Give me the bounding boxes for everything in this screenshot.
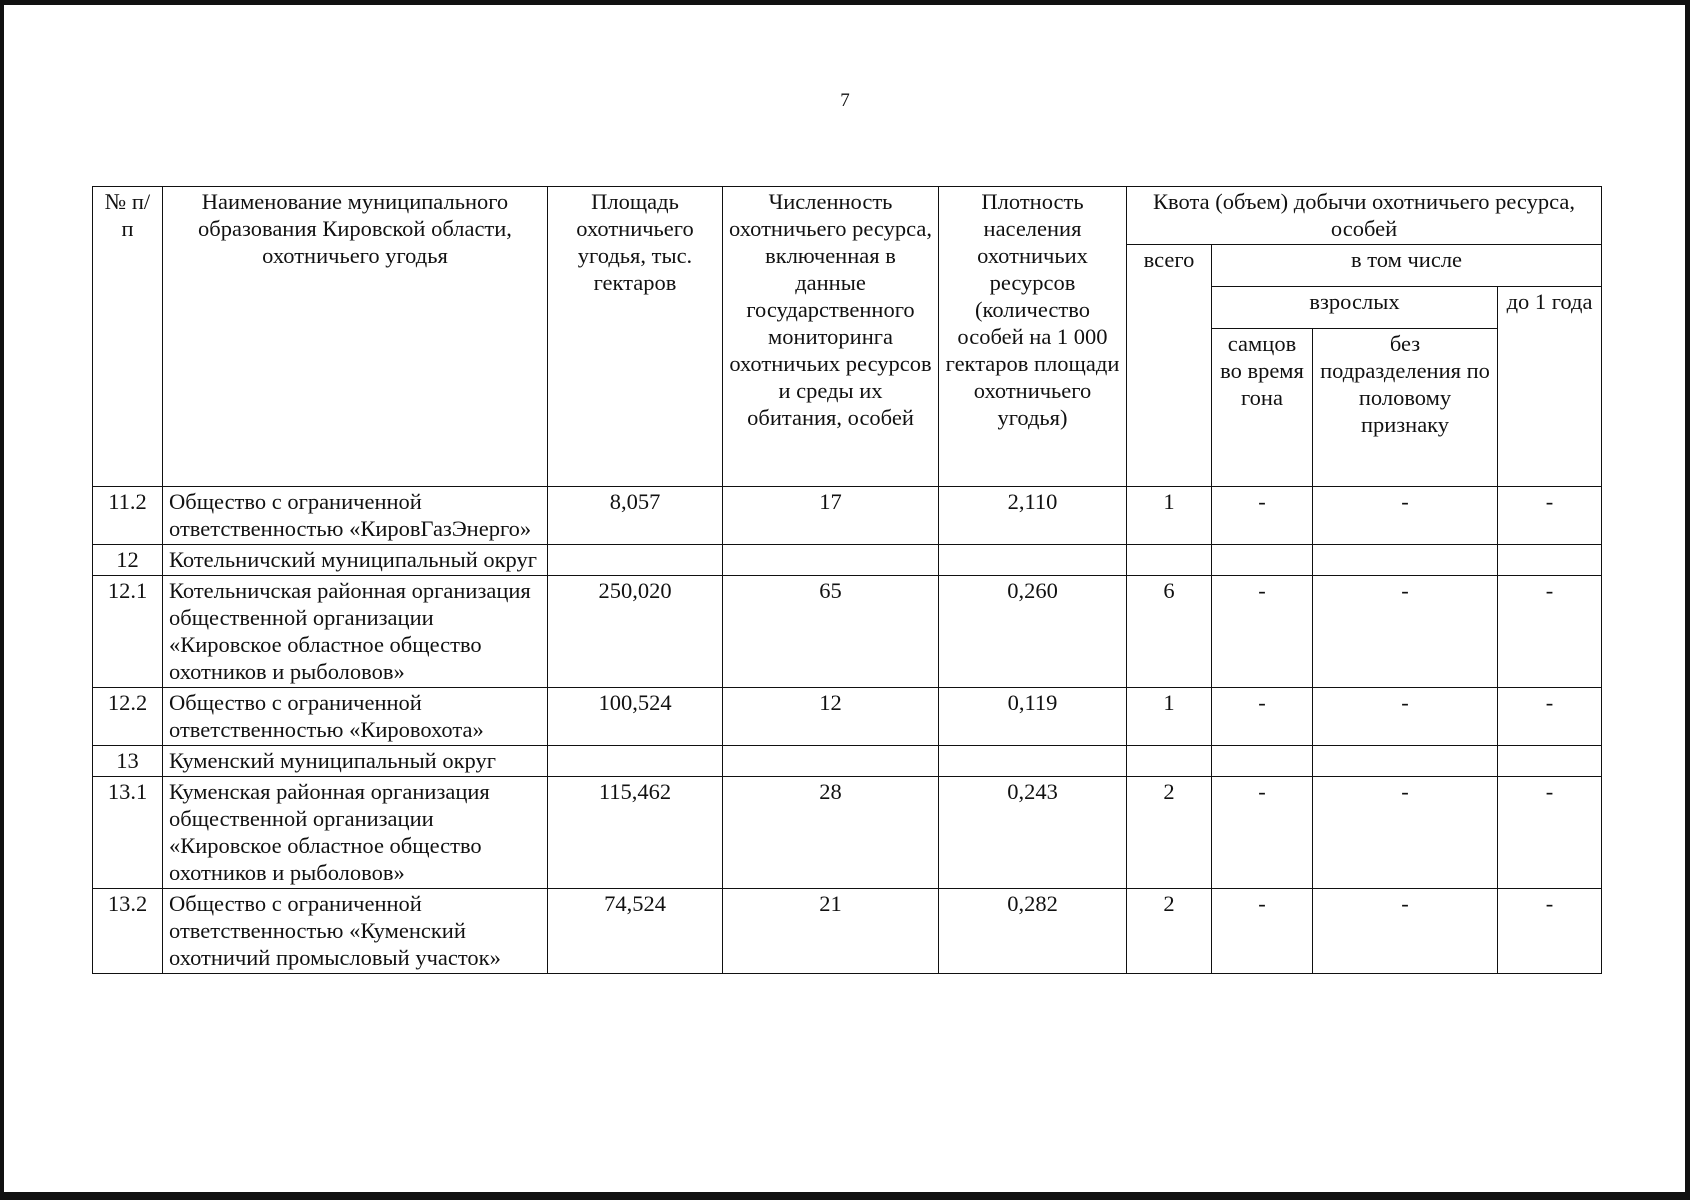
header-under-one-year: до 1 года — [1498, 287, 1602, 487]
row-no: 12.1 — [93, 576, 163, 688]
header-total: всего — [1127, 245, 1212, 487]
row-name: Общество с ограниченной ответственностью «Кировохота» — [163, 688, 548, 746]
row-males-rut: - — [1212, 889, 1313, 974]
table-row — [93, 777, 1602, 889]
row-no: 13.2 — [93, 889, 163, 974]
quota-table — [92, 186, 1602, 974]
row-total: 1 — [1127, 688, 1212, 746]
row-no: 12 — [93, 545, 163, 576]
row-no-sex — [1313, 545, 1498, 576]
row-under-one: - — [1498, 576, 1602, 688]
row-name: Котельничский муниципальный округ — [163, 545, 548, 576]
table-row — [93, 576, 1602, 688]
row-area: 8,057 — [548, 487, 723, 545]
row-density: 2,110 — [939, 487, 1127, 545]
table-row — [93, 545, 1602, 576]
row-males-rut: - — [1212, 777, 1313, 889]
header-no-sex-division: без подразделения по половому признаку — [1313, 329, 1498, 487]
table-row — [93, 746, 1602, 777]
row-name: Общество с ограниченной ответственностью «КировГазЭнерго» — [163, 487, 548, 545]
row-no-sex: - — [1313, 688, 1498, 746]
row-no-sex: - — [1313, 777, 1498, 889]
row-under-one — [1498, 545, 1602, 576]
row-area — [548, 746, 723, 777]
header-area: Площадь охотничьего угодья, тыс. гектаров — [548, 187, 723, 487]
header-adults: взрослых — [1212, 287, 1498, 329]
row-no: 13 — [93, 746, 163, 777]
row-density: 0,119 — [939, 688, 1127, 746]
row-area: 115,462 — [548, 777, 723, 889]
row-density: 0,282 — [939, 889, 1127, 974]
row-population: 17 — [723, 487, 939, 545]
row-males-rut: - — [1212, 576, 1313, 688]
row-no-sex: - — [1313, 576, 1498, 688]
scan-border-bottom — [0, 1192, 1690, 1200]
page-number: 7 — [840, 90, 850, 111]
row-total — [1127, 746, 1212, 777]
row-no-sex: - — [1313, 889, 1498, 974]
row-total: 6 — [1127, 576, 1212, 688]
row-no-sex: - — [1313, 487, 1498, 545]
table-body — [93, 487, 1602, 974]
row-males-rut — [1212, 545, 1313, 576]
row-total: 2 — [1127, 777, 1212, 889]
row-males-rut: - — [1212, 688, 1313, 746]
row-density: 0,260 — [939, 576, 1127, 688]
header-including: в том числе — [1212, 245, 1602, 287]
row-population: 12 — [723, 688, 939, 746]
row-males-rut: - — [1212, 487, 1313, 545]
row-area: 74,524 — [548, 889, 723, 974]
table-row — [93, 688, 1602, 746]
header-no: № п/п — [93, 187, 163, 487]
row-no: 11.2 — [93, 487, 163, 545]
scan-border-left — [0, 0, 4, 1200]
row-under-one: - — [1498, 688, 1602, 746]
row-under-one: - — [1498, 889, 1602, 974]
row-no-sex — [1313, 746, 1498, 777]
row-population: 28 — [723, 777, 939, 889]
header-males-rut: самцов во время гона — [1212, 329, 1313, 487]
row-under-one — [1498, 746, 1602, 777]
table-header — [93, 187, 1602, 487]
row-total: 1 — [1127, 487, 1212, 545]
row-name: Куменская районная организация общественной организации «Кировское областное общество охотников и рыболовов» — [163, 777, 548, 889]
header-quota: Квота (объем) добычи охотничьего ресурса, особей — [1127, 187, 1602, 245]
header-population: Численность охотничьего ресурса, включенная в данные государственного мониторинга охотничьих ресурсов и среды их обитания, особей — [723, 187, 939, 487]
row-density — [939, 746, 1127, 777]
row-density: 0,243 — [939, 777, 1127, 889]
row-population: 65 — [723, 576, 939, 688]
row-no: 12.2 — [93, 688, 163, 746]
table-row — [93, 889, 1602, 974]
row-area: 250,020 — [548, 576, 723, 688]
row-under-one: - — [1498, 487, 1602, 545]
row-total — [1127, 545, 1212, 576]
row-density — [939, 545, 1127, 576]
row-total: 2 — [1127, 889, 1212, 974]
scan-border-right — [1685, 0, 1690, 1200]
row-name: Общество с ограниченной ответственностью «Куменский охотничий промысловый участок» — [163, 889, 548, 974]
header-name: Наименование муниципального образования Кировской области, охотничьего угодья — [163, 187, 548, 487]
row-population — [723, 746, 939, 777]
header-density: Плотность населения охотничьих ресурсов (количество особей на 1 000 гектаров площади охотничьего угодья) — [939, 187, 1127, 487]
table-row — [93, 487, 1602, 545]
scan-border-top — [0, 0, 1690, 5]
row-population — [723, 545, 939, 576]
row-name: Куменский муниципальный округ — [163, 746, 548, 777]
row-males-rut — [1212, 746, 1313, 777]
row-area: 100,524 — [548, 688, 723, 746]
row-no: 13.1 — [93, 777, 163, 889]
row-name: Котельничская районная организация общественной организации «Кировское областное общество охотников и рыболовов» — [163, 576, 548, 688]
row-population: 21 — [723, 889, 939, 974]
row-area — [548, 545, 723, 576]
row-under-one: - — [1498, 777, 1602, 889]
